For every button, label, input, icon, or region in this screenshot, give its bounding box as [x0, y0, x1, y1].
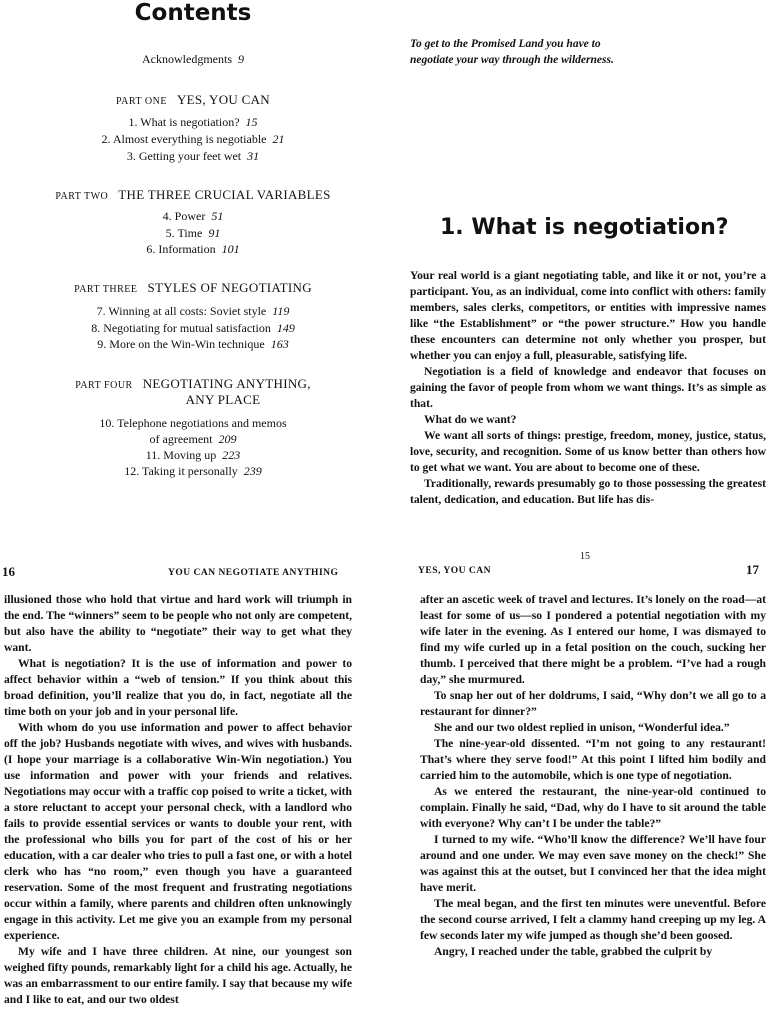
- part-title: STYLES OF NEGOTIATING: [147, 280, 312, 295]
- paragraph: What do we want?: [424, 413, 517, 426]
- paragraph: Negotiation is a field of knowledge and endeavor that focuses on gaining the favor of people from whom we want things. It’s as simple as that.: [410, 365, 766, 410]
- paragraph: after an ascetic week of travel and lectures. It’s lonely on the road—at least for some of us—so I pondered a potential negotiation with my wife later in the evening. As I entered our home, I was dismayed to find my wife curled up in a fetal position on the couch, sucking her thumb. I perceived that there might be a problem. “I’ve had a rough day,” she murmured.: [420, 593, 766, 686]
- page-body: [420, 592, 766, 960]
- part-title-continued: [0, 391, 386, 409]
- toc-acknowledgments: [0, 51, 386, 68]
- toc-entry: [0, 114, 386, 131]
- toc-entry-label: Acknowledgments: [142, 52, 232, 66]
- paragraph: As we entered the restaurant, the nine-year-old continued to complain. Finally he said, “Dad, why do I have to sit around the table with everyone? Why can’t I be under the table?”: [420, 785, 766, 830]
- toc-page-number: 51: [211, 209, 224, 223]
- paragraph: The meal began, and the first ten minutes were uneventful. Before the second course arrived, I felt a clammy hand creeping up my leg. A few seconds later my wife jumped as though she’d been goosed.: [420, 897, 766, 942]
- toc-entry: [0, 463, 386, 480]
- toc-page-number: 21: [272, 132, 285, 146]
- toc-entry-label: 4. Power: [162, 209, 206, 223]
- paragraph: To snap her out of her doldrums, I said, “Why don’t we all go to a restaurant for dinner?”: [420, 689, 766, 718]
- toc-entry-label: 6. Information: [146, 242, 216, 256]
- page-number: 15: [580, 551, 590, 562]
- paragraph: Traditionally, rewards presumably go to those possessing the greatest talent, dedication, and education. But life has dis-: [410, 477, 766, 506]
- running-head: YOU CAN NEGOTIATE ANYTHING: [168, 568, 339, 578]
- chapter-title: 1. What is negotiation?: [440, 215, 729, 240]
- toc-entry: [0, 415, 386, 432]
- toc-entry-label: of agreement: [149, 432, 213, 446]
- part-label: PART TWO: [55, 191, 109, 202]
- paragraph: The nine-year-old dissented. “I’m not going to any restaurant! That’s where they serve food!” At this point I lifted him bodily and carried him to the automobile, which is one type of negotiation.: [420, 737, 766, 782]
- page-body: [4, 592, 352, 1008]
- paragraph: We want all sorts of things: prestige, freedom, money, justice, status, love, security, and recognition. Some of us know better than others how to get what we want. You are about to become one of these.: [410, 429, 766, 474]
- toc-page-number: 209: [218, 432, 237, 446]
- chapter-body: [410, 268, 766, 508]
- toc-entry-label: 5. Time: [165, 226, 203, 240]
- part-heading: [0, 279, 386, 298]
- toc-entry: [0, 303, 386, 320]
- toc-entry-continued: [0, 431, 386, 448]
- running-head: YES, YOU CAN: [418, 566, 491, 576]
- toc-entry: [0, 447, 386, 464]
- part-label: PART THREE: [74, 284, 138, 295]
- part-heading: [0, 186, 386, 205]
- paragraph: I turned to my wife. “Who’ll know the difference? We’ll have four around and one under. We may even save money on the check!” She was against this at the outset, but I convinced her that the idea might have merit.: [420, 833, 766, 894]
- part-title: NEGOTIATING ANYTHING,: [142, 376, 311, 391]
- toc-entry: [0, 208, 386, 225]
- toc-page-number: 9: [237, 52, 244, 66]
- paragraph: With whom do you use information and power to affect behavior off the job? Husbands negotiate with wives, and wives with husbands. (I hope your marriage is a collaborative Win-Win negotiation.) You use information and power with your friends and relatives. Negotiations may occur with a traffic cop poised to write a ticket, with a store reluctant to accept your personal check, with a landlord who fails to provide essential services or wants to double your rent, with the professional who bills you for part of the cost of his or her education, with a car dealer who tries to pull a fast one, or with a hotel clerk who has “no room,” even though you have a guaranteed reservation. Some of the most frequent and frustrating negotiations occur within a family, where parents and children often unknowingly engage in this activity. Let me give you an example from my personal experience.: [4, 721, 352, 942]
- toc-page-number: 223: [222, 448, 241, 462]
- paragraph: Angry, I reached under the table, grabbed the culprit by: [434, 945, 713, 958]
- part-title-line2: ANY PLACE: [185, 392, 261, 407]
- page-number: 17: [746, 562, 759, 577]
- part-title: YES, YOU CAN: [176, 92, 270, 107]
- toc-page-number: 101: [221, 242, 240, 256]
- toc-entry-label: 2. Almost everything is negotiable: [101, 132, 267, 146]
- part-heading: [0, 91, 386, 110]
- epigraph-line: To get to the Promised Land you have to: [410, 38, 601, 50]
- contents-title: Contents: [134, 0, 252, 26]
- toc-entry: [0, 131, 386, 148]
- paragraph: What is negotiation? It is the use of information and power to affect behavior within a “web of tension.” If you think about this broad definition, you’ll realize that you do, in fact, negotiate all the time both on your job and in your personal life.: [4, 657, 352, 718]
- toc-page-number: 149: [276, 321, 295, 335]
- toc-entry: [0, 148, 386, 165]
- toc-entry-label: 11. Moving up: [145, 448, 217, 462]
- toc-entry: [0, 225, 386, 242]
- epigraph: [410, 36, 760, 68]
- toc-page-number: 163: [270, 337, 289, 351]
- toc-entry-label: 7. Winning at all costs: Soviet style: [96, 304, 267, 318]
- toc-entry: [0, 241, 386, 258]
- paragraph: She and our two oldest replied in unison, “Wonderful idea.”: [434, 721, 730, 734]
- toc-page-number: 91: [208, 226, 221, 240]
- toc-entry: [0, 320, 386, 337]
- toc-page-number: 119: [272, 304, 290, 318]
- toc-entry-label: 3. Getting your feet wet: [126, 149, 242, 163]
- toc-page-number: 31: [247, 149, 260, 163]
- toc-entry-label: 9. More on the Win-Win technique: [97, 337, 265, 351]
- toc-entry-label: 12. Taking it personally: [124, 464, 238, 478]
- part-label: PART FOUR: [75, 380, 133, 391]
- paragraph: My wife and I have three children. At nine, our youngest son weighed fifty pounds, remarkably light for a child his age. Actually, he was an embarrassment to our entire family. I say that because my wife and I like to eat, and our two oldest: [4, 945, 352, 1006]
- page-number: 16: [2, 564, 15, 579]
- paragraph: Your real world is a giant negotiating table, and like it or not, you’re a participant. You, as an individual, come into conflict with others: family members, sales clerks, competitors, or entities with impressive names like “the Establishment” or “the power structure.” How you handle these encounters can determine not only whether you prosper, but whether you can enjoy a full, pleasurable, satisfying life.: [410, 269, 766, 362]
- toc-page-number: 15: [245, 115, 258, 129]
- toc-entry-label: 10. Telephone negotiations and memos: [99, 416, 287, 430]
- paragraph: illusioned those who hold that virtue and hard work will triumph in the end. The “winners” seem to be people who not only are competent, but also have the ability to “negotiate” their way to get what they want.: [4, 593, 352, 654]
- toc-entry-label: 1. What is negotiation?: [128, 115, 240, 129]
- part-title: THE THREE CRUCIAL VARIABLES: [118, 187, 331, 202]
- toc-page-number: 239: [243, 464, 262, 478]
- toc-entry: [0, 336, 386, 353]
- toc-entry-label: 8. Negotiating for mutual satisfaction: [91, 321, 271, 335]
- part-label: PART ONE: [116, 96, 167, 107]
- epigraph-line: negotiate your way through the wilderness.: [410, 54, 614, 66]
